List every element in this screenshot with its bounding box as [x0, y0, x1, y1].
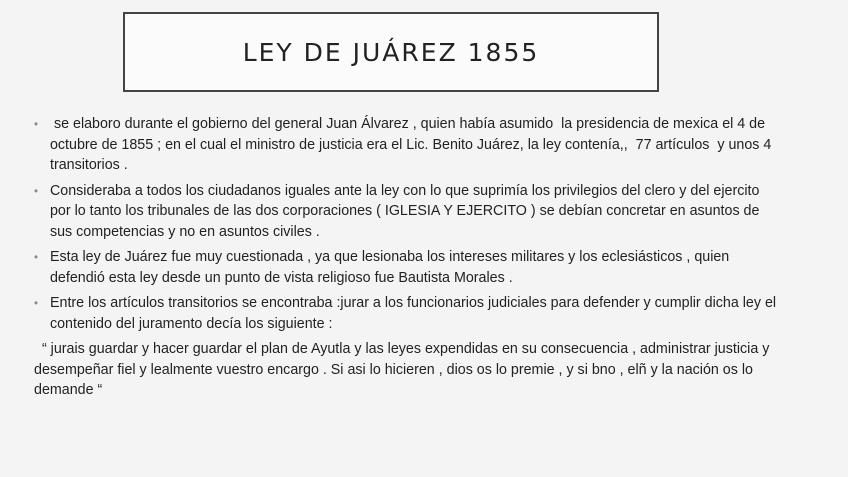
bullet-icon: •: [34, 117, 38, 131]
bullet-icon: •: [34, 250, 38, 264]
bullet-icon: •: [34, 296, 38, 310]
bullet-text: Esta ley de Juárez fue muy cuestionada , ya que lesionaba los intereses militares y los eclesiásticos , quien defendió esta ley desde un punto de vista religioso fue Bautista Morales .: [49, 248, 730, 286]
bullet-icon: •: [34, 183, 38, 198]
bullet-item: [34, 114, 777, 176]
bullet-text: se elaboro durante el gobierno del general Juan Álvarez , quien había asumido la presidencia de mexica el 4 de octubre de 1855 ; en el cual el ministro de justicia era el Lic. Benito Juárez, la ley contenía,, 77 artículos y unos 4 transitorios .: [49, 115, 776, 173]
oath-quote: “ jurais guardar y hacer guardar el plan de Ayutla y las leyes expendidas en su consecuencia , administrar justicia y desempeñar fiel y lealmente vuestro encargo . Si asi lo hicieren , dios os lo premie , y si bno , elñ y la nación os lo demande “: [34, 340, 774, 398]
bullet-item: [34, 293, 777, 334]
bullet-text: Entre los artículos transitorios se encontraba :jurar a los funcionarios judiciales para defender y cumplir dicha ley el contenido del juramento decía los siguiente :: [49, 294, 777, 332]
title-box: [123, 12, 659, 92]
bullet-text: Consideraba a todos los ciudadanos iguales ante la ley con lo que suprimía los privilegios del clero y del ejercito por lo tanto los tribunales de las dos corporaciones ( IGLESIA Y EJERCITO ) se debían concretar en asuntos de sus competencias y no en asuntos civiles .: [49, 181, 760, 240]
slide-title: LEY DE JUÁREZ 1855: [242, 37, 540, 67]
bullet-item: [34, 181, 777, 243]
bullet-item: [34, 247, 777, 288]
slide-content: [34, 114, 777, 401]
